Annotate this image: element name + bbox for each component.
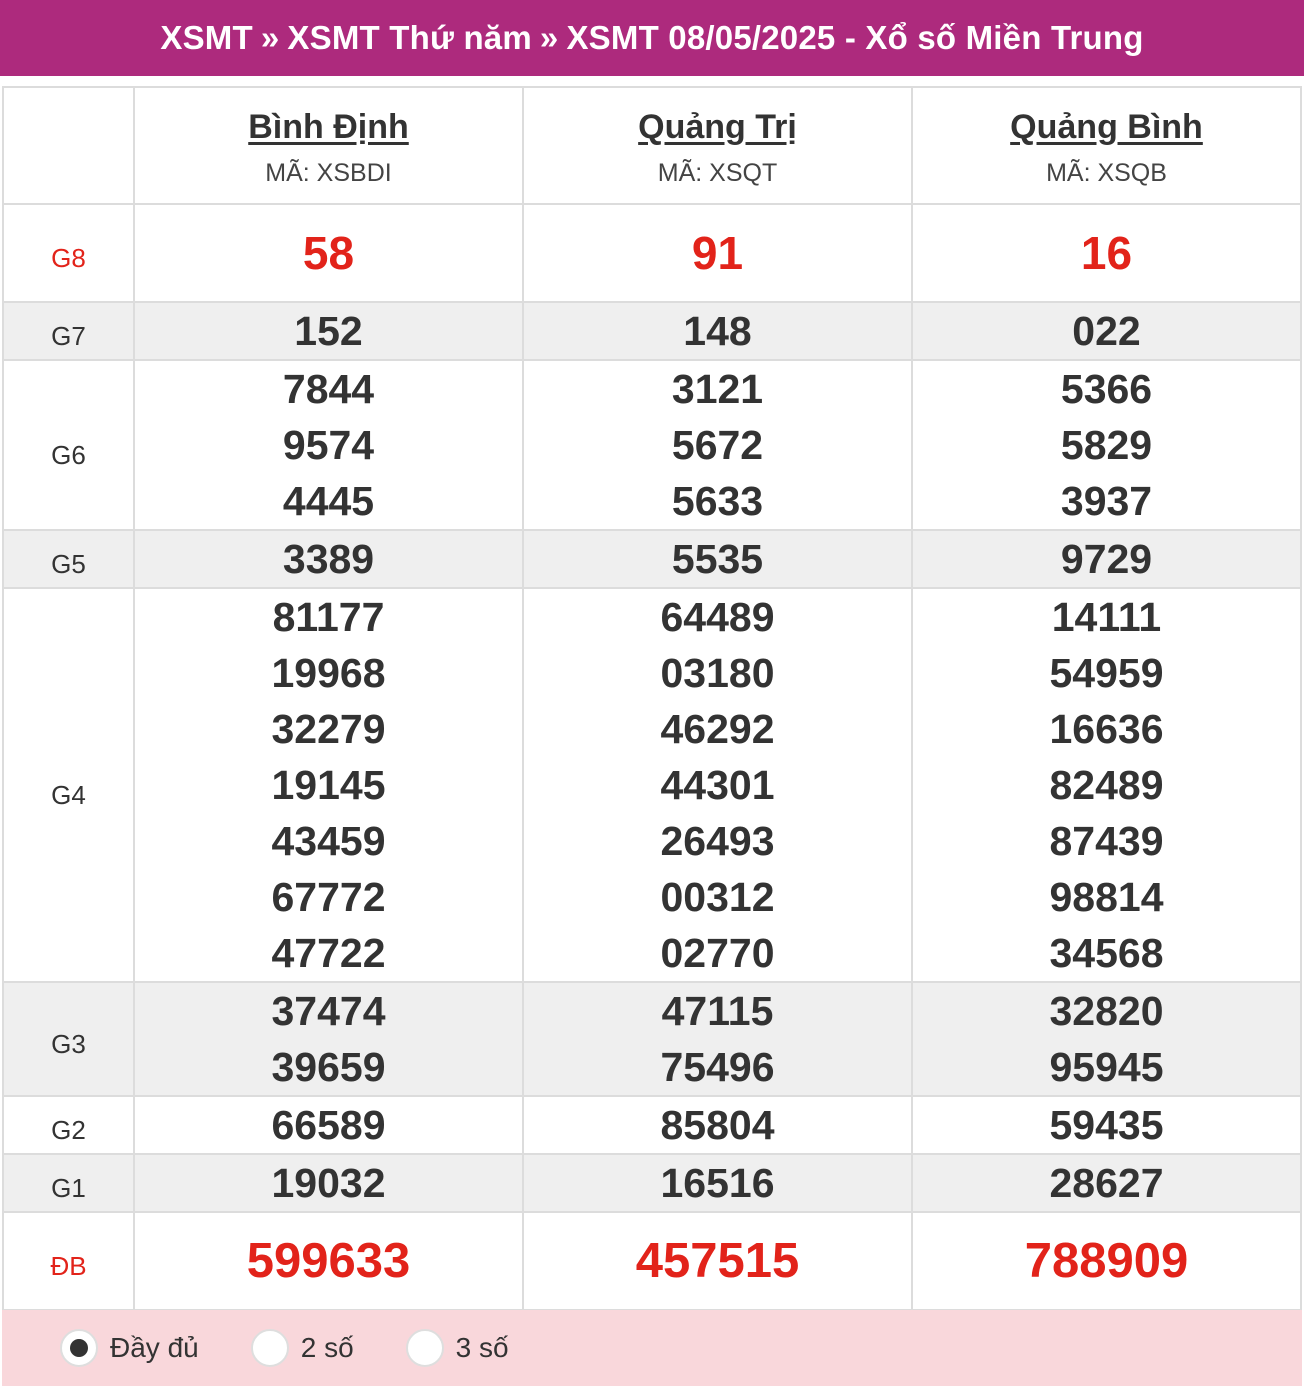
- province-header: [523, 87, 912, 204]
- option-2-digits[interactable]: [251, 1329, 354, 1367]
- prize-cell: [912, 982, 1301, 1096]
- prize-number: 32820: [1049, 988, 1164, 1034]
- prize-number: 87439: [1049, 818, 1164, 864]
- province-link-quang-binh[interactable]: Quảng Bình: [1010, 107, 1203, 146]
- prize-row-g8: [3, 204, 1301, 302]
- prize-cell: [912, 530, 1301, 588]
- prize-cell: [134, 530, 523, 588]
- prize-number: 9729: [1060, 536, 1153, 582]
- prize-number: 81177: [272, 594, 385, 640]
- prize-number: 28627: [1049, 1160, 1164, 1206]
- prize-number: 148: [683, 308, 752, 354]
- prize-number: 9574: [282, 422, 375, 468]
- prize-cell: [912, 1096, 1301, 1154]
- prize-cell: [912, 1154, 1301, 1212]
- prize-number: 5829: [1060, 422, 1153, 468]
- province-header: [134, 87, 523, 204]
- prize-cell: [523, 1096, 912, 1154]
- prize-number: 03180: [660, 650, 775, 696]
- breadcrumb-xsmt-thu-nam[interactable]: XSMT Thứ năm: [287, 19, 532, 56]
- option-label: 3 số: [455, 1332, 509, 1363]
- prize-number: 54959: [1049, 650, 1164, 696]
- prize-cell: [523, 530, 912, 588]
- prize-number: 98814: [1049, 874, 1164, 920]
- province-header-row: [3, 87, 1301, 204]
- results-table: [2, 86, 1302, 1311]
- prize-row-g6: [3, 360, 1301, 530]
- prize-number: 14111: [1051, 594, 1162, 640]
- prize-number: 32279: [271, 706, 386, 752]
- prize-cell: [134, 204, 523, 302]
- prize-cell: [523, 360, 912, 530]
- prize-number: 5672: [671, 422, 764, 468]
- corner-cell: [3, 87, 134, 204]
- breadcrumb-current: XSMT 08/05/2025 - Xổ số Miền Trung: [566, 19, 1144, 56]
- prize-cell: [523, 1154, 912, 1212]
- digit-display-options: [2, 1310, 1302, 1386]
- prize-cell: [523, 302, 912, 360]
- prize-number: 3937: [1060, 478, 1153, 524]
- prize-cell: [912, 302, 1301, 360]
- option-label: Đầy đủ: [110, 1332, 199, 1363]
- prize-number: 66589: [271, 1102, 386, 1148]
- prize-cell: [134, 1154, 523, 1212]
- prize-number: 02770: [660, 930, 775, 976]
- prize-number: 64489: [660, 594, 775, 640]
- prize-row-db: [3, 1212, 1301, 1310]
- prize-label: ĐB: [3, 1212, 134, 1310]
- prize-number: 7844: [282, 366, 375, 412]
- prize-number: 95945: [1049, 1044, 1164, 1090]
- prize-label: G6: [3, 360, 134, 530]
- prize-cell: [134, 982, 523, 1096]
- prize-cell: [523, 204, 912, 302]
- province-link-binh-dinh[interactable]: Bình Định: [248, 107, 409, 146]
- prize-number: 39659: [271, 1044, 386, 1090]
- prize-row-g5: [3, 530, 1301, 588]
- prize-cell: [523, 588, 912, 982]
- prize-number: 457515: [635, 1234, 800, 1288]
- province-code: MÃ: XSQB: [1046, 158, 1167, 187]
- radio-2-digits[interactable]: [251, 1329, 289, 1367]
- prize-row-g2: [3, 1096, 1301, 1154]
- prize-row-g4: [3, 588, 1301, 982]
- breadcrumb-separator: »: [260, 19, 280, 56]
- prize-cell: [523, 982, 912, 1096]
- radio-full[interactable]: [60, 1329, 98, 1367]
- prize-row-g7: [3, 302, 1301, 360]
- prize-number: 26493: [660, 818, 775, 864]
- prize-number: 16636: [1049, 706, 1164, 752]
- province-code: MÃ: XSBDI: [265, 158, 392, 187]
- prize-label: G4: [3, 588, 134, 982]
- option-label: 2 số: [300, 1332, 354, 1363]
- prize-number: 91: [691, 227, 744, 279]
- prize-number: 16516: [660, 1160, 775, 1206]
- prize-cell: [912, 204, 1301, 302]
- radio-selected-dot: [70, 1339, 88, 1357]
- prize-number: 599633: [246, 1234, 411, 1288]
- province-link-quang-tri[interactable]: Quảng Trị: [638, 107, 797, 146]
- prize-number: 44301: [660, 762, 775, 808]
- prize-number: 788909: [1024, 1234, 1189, 1288]
- prize-number: 19145: [271, 762, 386, 808]
- prize-cell: [134, 588, 523, 982]
- prize-number: 022: [1072, 308, 1141, 354]
- prize-number: 3389: [282, 536, 375, 582]
- prize-number: 34568: [1049, 930, 1164, 976]
- option-full[interactable]: [60, 1329, 199, 1367]
- prize-label: G3: [3, 982, 134, 1096]
- prize-number: 67772: [271, 874, 386, 920]
- prize-cell: [523, 1212, 912, 1310]
- prize-number: 47722: [271, 930, 386, 976]
- prize-label: G7: [3, 302, 134, 360]
- prize-number: 3121: [671, 366, 764, 412]
- prize-number: 4445: [282, 478, 375, 524]
- prize-label: G5: [3, 530, 134, 588]
- prize-number: 47115: [661, 988, 774, 1034]
- page-title: [0, 0, 1304, 76]
- prize-cell: [912, 360, 1301, 530]
- province-header: [912, 87, 1301, 204]
- prize-number: 19968: [271, 650, 386, 696]
- option-3-digits[interactable]: [406, 1329, 509, 1367]
- province-code: MÃ: XSQT: [657, 158, 778, 187]
- radio-3-digits[interactable]: [406, 1329, 444, 1367]
- prize-number: 19032: [271, 1160, 386, 1206]
- prize-number: 16: [1080, 227, 1133, 279]
- prize-row-g1: [3, 1154, 1301, 1212]
- prize-number: 00312: [660, 874, 775, 920]
- prize-row-g3: [3, 982, 1301, 1096]
- prize-cell: [134, 302, 523, 360]
- breadcrumb-xsmt[interactable]: XSMT: [160, 19, 253, 56]
- prize-number: 75496: [660, 1044, 775, 1090]
- prize-number: 58: [302, 227, 355, 279]
- prize-number: 37474: [271, 988, 386, 1034]
- prize-number: 43459: [271, 818, 386, 864]
- prize-number: 152: [294, 308, 363, 354]
- prize-number: 85804: [660, 1102, 775, 1148]
- breadcrumb-separator: »: [539, 19, 559, 56]
- prize-label: G1: [3, 1154, 134, 1212]
- prize-cell: [134, 1212, 523, 1310]
- prize-cell: [134, 1096, 523, 1154]
- prize-number: 5633: [671, 478, 764, 524]
- prize-number: 46292: [660, 706, 775, 752]
- prize-number: 82489: [1049, 762, 1164, 808]
- prize-number: 59435: [1049, 1102, 1164, 1148]
- prize-cell: [912, 588, 1301, 982]
- prize-cell: [134, 360, 523, 530]
- prize-number: 5366: [1060, 366, 1153, 412]
- prize-label: G8: [3, 204, 134, 302]
- prize-number: 5535: [671, 536, 764, 582]
- prize-cell: [912, 1212, 1301, 1310]
- prize-label: G2: [3, 1096, 134, 1154]
